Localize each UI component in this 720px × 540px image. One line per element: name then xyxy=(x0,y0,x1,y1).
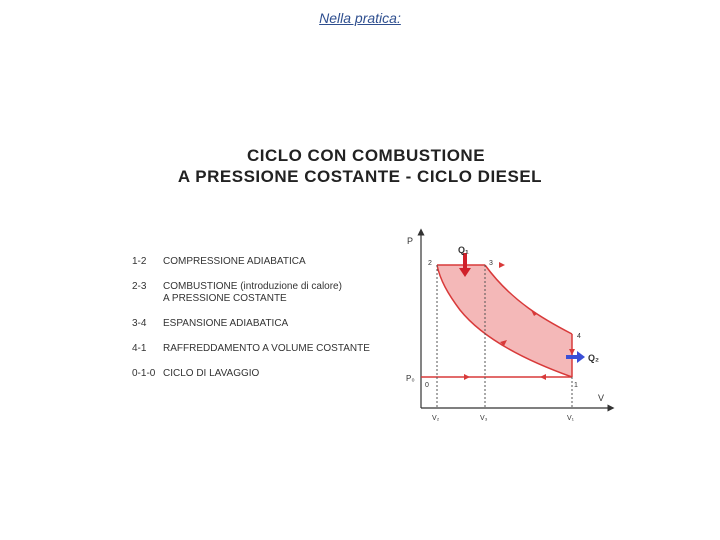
legend-text: A PRESSIONE COSTANTE xyxy=(163,293,287,304)
legend-code: 4-1 xyxy=(132,343,147,354)
legend-code: 3-4 xyxy=(132,318,147,329)
point-label: 0 xyxy=(425,382,429,389)
tick-label: V₂ xyxy=(432,415,440,422)
diagram-title-line2: A PRESSIONE COSTANTE - CICLO DIESEL xyxy=(177,167,543,186)
legend-code: 0-1-0 xyxy=(132,368,156,379)
q2-label: Q₂ xyxy=(588,353,599,363)
legend-text: COMBUSTIONE (introduzione di calore) xyxy=(163,281,342,292)
legend-text: COMPRESSIONE ADIABATICA xyxy=(163,256,306,267)
legend-code: 1-2 xyxy=(132,256,147,267)
diagram-title-line1: CICLO CON COMBUSTIONE xyxy=(246,146,486,165)
tick-label: V₃ xyxy=(480,415,488,422)
p0-label: P₀ xyxy=(406,374,415,383)
point-label: 4 xyxy=(577,333,581,340)
legend-text: CICLO DI LAVAGGIO xyxy=(163,368,260,379)
legend-text: ESPANSIONE ADIABATICA xyxy=(163,318,289,329)
legend-code: 2-3 xyxy=(132,281,147,292)
direction-arrow xyxy=(540,374,546,380)
point-label: 2 xyxy=(428,260,432,267)
v-axis-label: V xyxy=(598,393,605,403)
legend-text: RAFFREDDAMENTO A VOLUME COSTANTE xyxy=(163,343,370,354)
cycle-area xyxy=(437,265,572,377)
direction-arrow xyxy=(464,374,470,380)
direction-arrow xyxy=(499,262,505,268)
q2-arrowhead xyxy=(577,351,585,363)
point-label: 1 xyxy=(574,382,578,389)
q1-label: Q₁ xyxy=(458,245,469,255)
point-label: 3 xyxy=(489,260,493,267)
tick-label: V₁ xyxy=(567,415,575,422)
p-axis-label: P xyxy=(407,236,414,246)
page-heading: Nella pratica: xyxy=(319,10,401,26)
